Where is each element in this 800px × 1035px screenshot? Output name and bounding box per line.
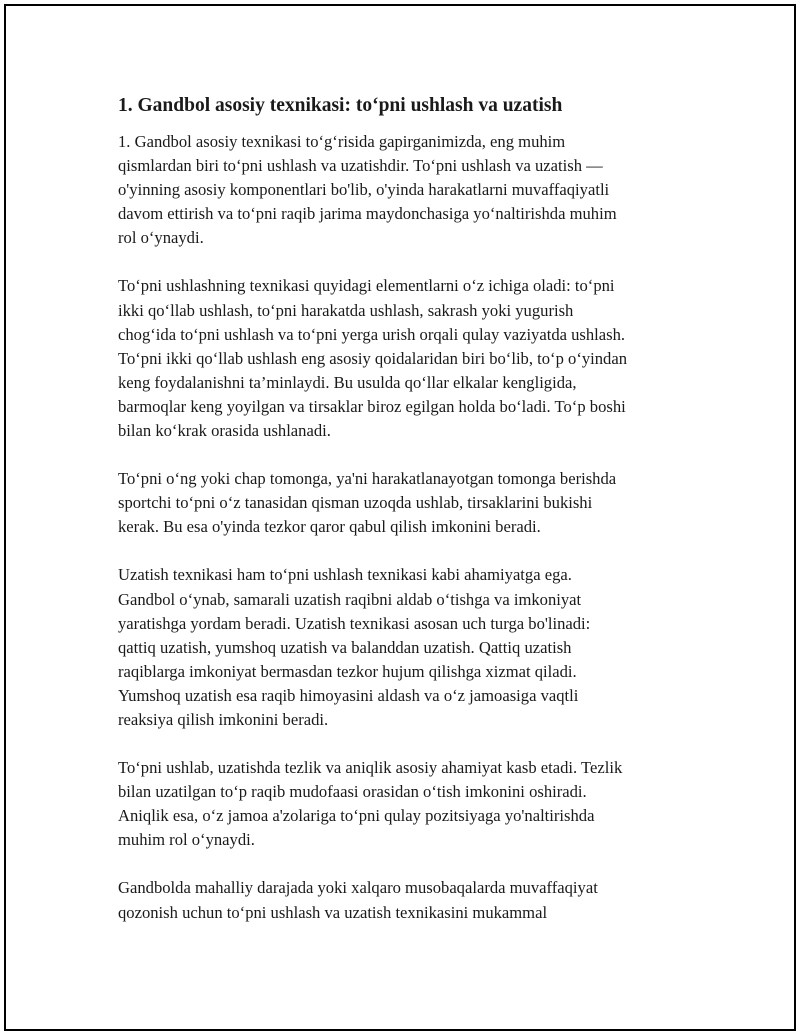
section-heading: 1. Gandbol asosiy texnikasi: to‘pni ushlash va uzatish — [118, 95, 563, 116]
text-line: bilan ko‘krak orasida ushlanadi. — [118, 421, 331, 441]
text-line: reaksiya qilish imkonini beradi. — [118, 709, 329, 729]
paragraph-passing-technique — [118, 563, 688, 732]
text-line: To‘pni ikki qo‘llab ushlash eng asosiy qoidalaridan biri bo‘lib, to‘p o‘yindan — [118, 348, 628, 368]
text-line: 1. Gandbol asosiy texnikasi to‘g‘risida gapirganimizda, eng muhim — [118, 132, 566, 151]
paragraph-intro — [118, 130, 688, 250]
text-line: rol o‘ynaydi. — [118, 228, 204, 248]
text-line: kerak. Bu esa o'yinda tezkor qaror qabul qilish imkonini beradi. — [118, 517, 541, 537]
text-line: Gandbol o‘ynab, samarali uzatish raqibni aldab o‘tishga va imkoniyat — [118, 589, 582, 609]
text-line: To‘pni o‘ng yoki chap tomonga, ya'ni harakatlanayotgan tomonga berishda — [118, 469, 617, 489]
text-line: sportchi to‘pni o‘z tanasidan qisman uzoqda ushlab, tirsaklarini bukishi — [118, 493, 593, 513]
text-line: qattiq uzatish, yumshoq uzatish va balanddan uzatish. Qattiq uzatish — [118, 637, 572, 657]
text-line: muhim rol o‘ynaydi. — [118, 830, 255, 850]
text-line: yaratishga yordam beradi. Uzatish texnikasi asosan uch turga bo'linadi: — [118, 613, 591, 633]
paragraph-side-passing — [118, 467, 688, 539]
text-line: Uzatish texnikasi ham to‘pni ushlash texnikasi kabi ahamiyatga ega. — [118, 565, 572, 585]
text-line: barmoqlar keng yoyilgan va tirsaklar biroz egilgan holda bo‘ladi. To‘p boshi — [118, 396, 626, 416]
text-line: To‘pni ushlashning texnikasi quyidagi elementlarni o‘z ichiga oladi: to‘pni — [118, 276, 615, 296]
text-line: chog‘ida to‘pni ushlash va to‘pni yerga urish orqali qulay vaziyatda ushlash. — [118, 324, 626, 344]
text-line: Gandbolda mahalliy darajada yoki xalqaro musobaqalarda muvaffaqiyat — [118, 878, 598, 898]
text-line: bilan uzatilgan to‘p raqib mudofaasi orasidan o‘tish imkonini oshiradi. — [118, 782, 587, 802]
text-line: Yumshoq uzatish esa raqib himoyasini aldash va o‘z jamoasiga vaqtli — [118, 685, 579, 705]
paragraph-conclusion — [118, 876, 688, 924]
paragraph-catching-technique — [118, 274, 688, 443]
text-line: qozonish uchun to‘pni ushlash va uzatish texnikasini mukammal — [118, 902, 548, 922]
text-line: qismlardan biri to‘pni ushlash va uzatishdir. To‘pni ushlash va uzatish — — [118, 156, 603, 176]
text-line: davom ettirish va to‘pni raqib jarima maydonchasiga yo‘naltirishda muhim — [118, 204, 617, 224]
text-line: To‘pni ushlab, uzatishda tezlik va aniqlik asosiy ahamiyat kasb etadi. Tezlik — [118, 758, 623, 778]
document-body — [113, 94, 688, 949]
text-line: Aniqlik esa, o‘z jamoa a'zolariga to‘pni qulay pozitsiyaga yo'naltirishda — [118, 806, 595, 826]
paragraph-speed-accuracy — [118, 756, 688, 852]
text-line: o'yinning asosiy komponentlari bo'lib, o'yinda harakatlarni muvaffaqiyatli — [118, 180, 610, 200]
text-line: raqiblarga imkoniyat bermasdan tezkor hujum qilishga xizmat qiladi. — [118, 661, 577, 681]
text-line: keng foydalanishni ta’minlaydi. Bu usulda qo‘llar elkalar kengligida, — [118, 372, 577, 392]
text-line: ikki qo‘llab ushlash, to‘pni harakatda ushlash, sakrash yoki yugurish — [118, 300, 574, 320]
